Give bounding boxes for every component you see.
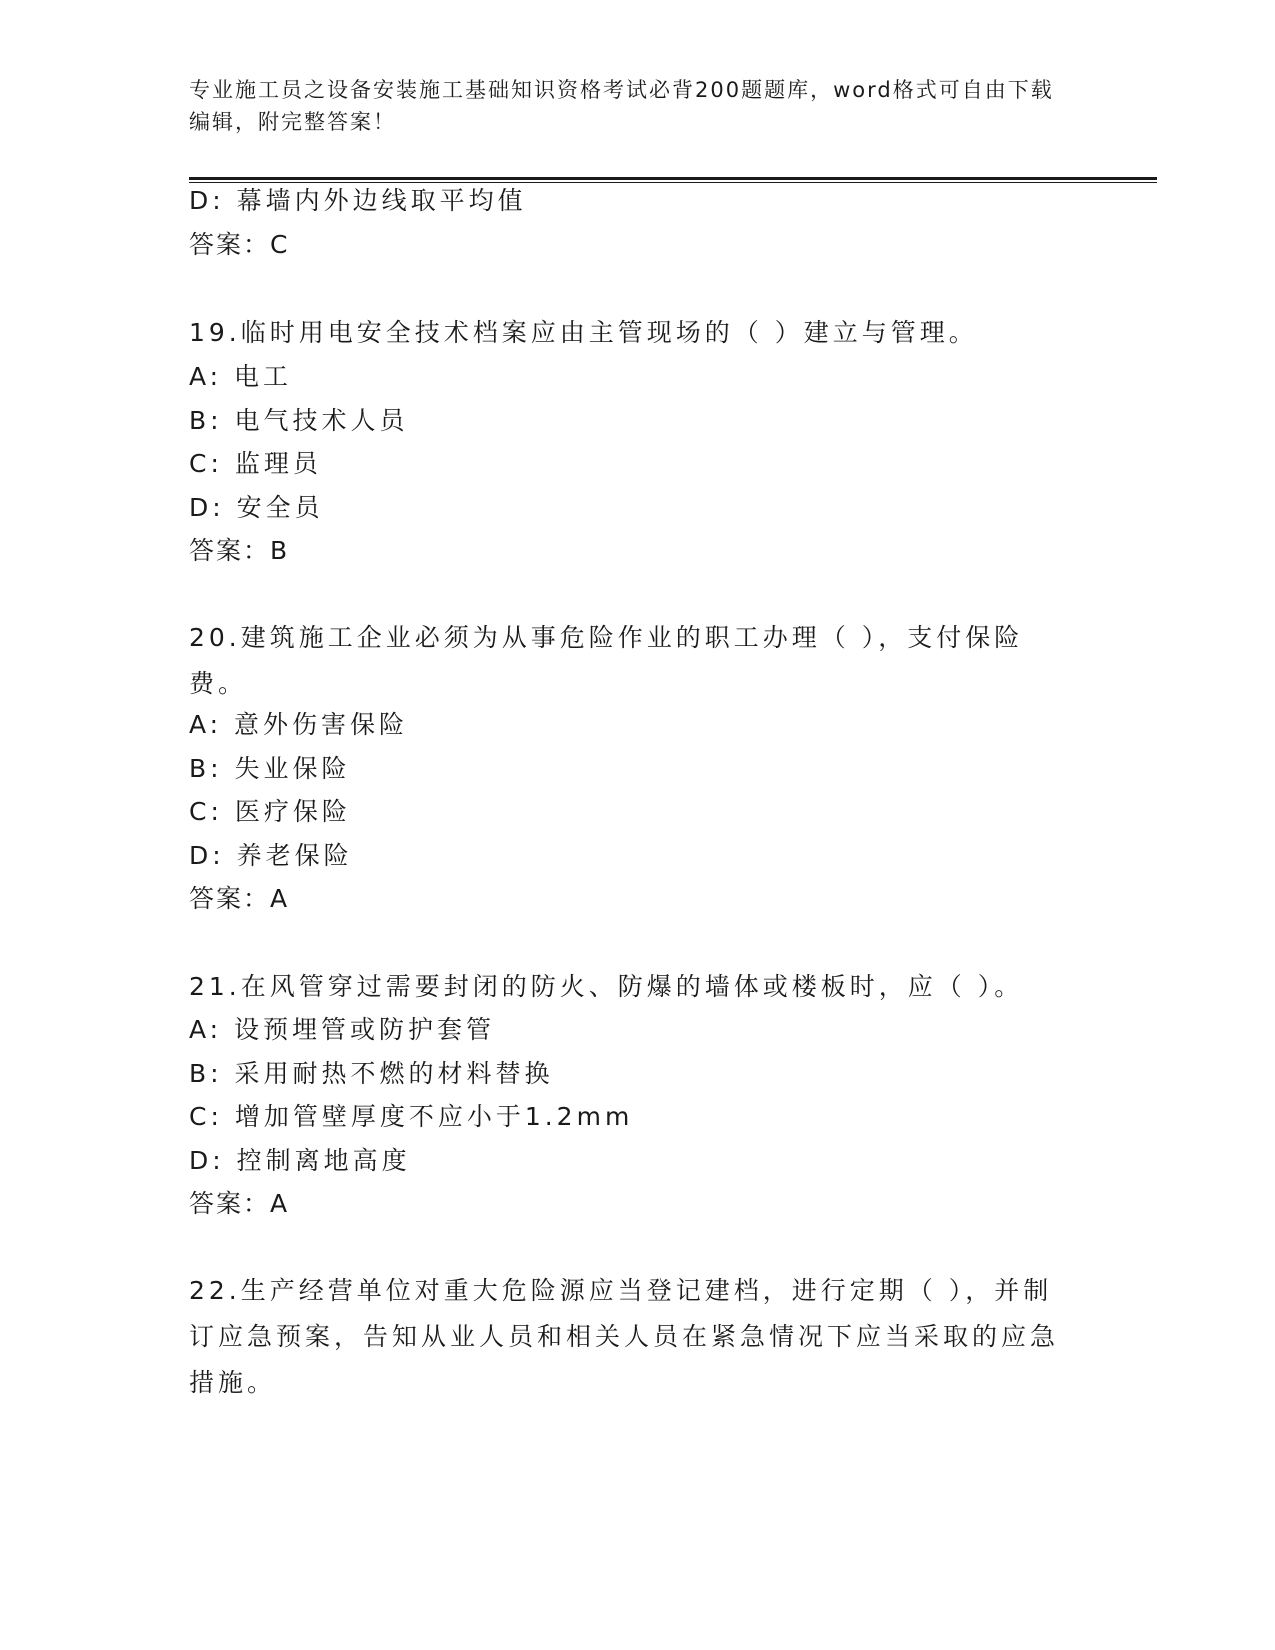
document-header: 专业施工员之设备安装施工基础知识资格考试必背200题题库，word格式可自由下载编辑，附完整答案！ — [189, 78, 1054, 134]
q21-answer: 答案：A — [189, 1189, 290, 1218]
q18-option-d: D: 幕墙内外边线取平均值 — [189, 186, 527, 215]
q21-option-d: D: 控制离地高度 — [189, 1146, 411, 1175]
q18-answer: 答案：C — [189, 230, 290, 259]
q21-stem: 21.在风管穿过需要封闭的防火、防爆的墙体或楼板时，应（ ）。 — [189, 972, 1024, 1001]
q20-option-b: B: 失业保险 — [189, 754, 351, 783]
q20-option-c: C: 医疗保险 — [189, 797, 351, 826]
q22-stem: 22.生产经营单位对重大危险源应当登记建档，进行定期（ ），并制订应急预案，告知从业人员和相关人员在紧急情况下应当采取的应急措施。 — [189, 1276, 1060, 1397]
header-divider-thin — [189, 182, 1157, 183]
q20-answer: 答案：A — [189, 884, 290, 913]
q21-option-a: A: 设预埋管或防护套管 — [189, 1015, 496, 1044]
q19-stem: 19.临时用电安全技术档案应由主管现场的（ ）建立与管理。 — [189, 318, 978, 347]
q21-option-c: C: 增加管壁厚度不应小于1.2mm — [189, 1102, 634, 1131]
q20-stem: 20.建筑施工企业必须为从事危险作业的职工办理（ ），支付保险费。 — [189, 623, 1024, 698]
q20-option-a: A: 意外伤害保险 — [189, 710, 409, 739]
q19-answer: 答案：B — [189, 536, 290, 565]
q21-option-b: B: 采用耐热不燃的材料替换 — [189, 1059, 554, 1088]
q19-option-b: B: 电气技术人员 — [189, 406, 409, 435]
header-divider-thick — [189, 177, 1157, 180]
q19-option-a: A: 电工 — [189, 362, 293, 391]
q19-option-d: D: 安全员 — [189, 493, 324, 522]
q19-option-c: C: 监理员 — [189, 449, 322, 478]
q20-option-d: D: 养老保险 — [189, 841, 353, 870]
